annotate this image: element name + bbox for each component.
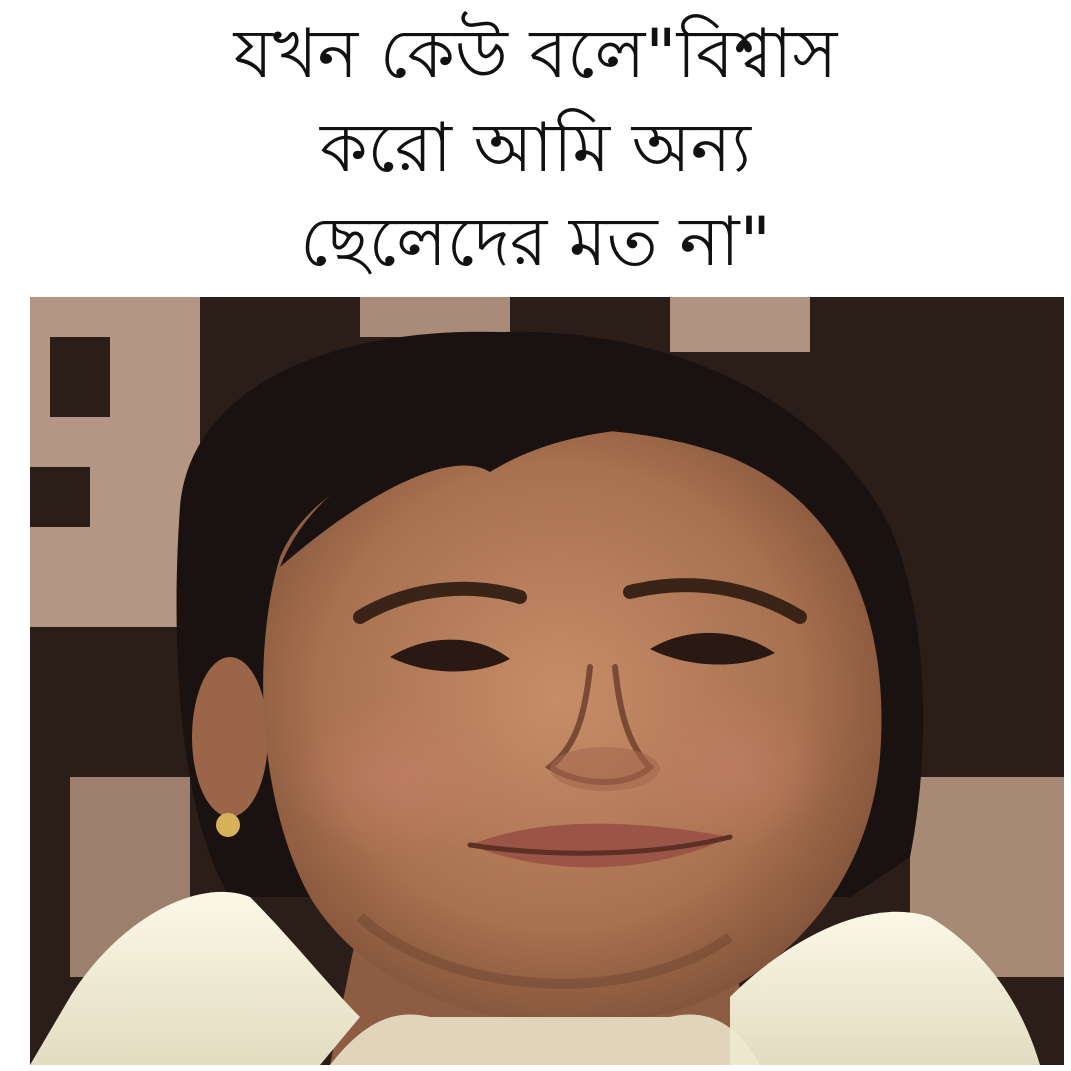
cheek-right (630, 687, 830, 847)
caption-line-2: করো আমি অন্য (320, 109, 751, 188)
background-panel-top (360, 297, 510, 337)
caption-line-1: যখন কেউ বলে"বিশ্বাস (233, 15, 838, 94)
earring-icon (216, 813, 240, 837)
meme-photo (30, 297, 1064, 1065)
caption-line-3: ছেলেদের মত না" (300, 203, 771, 282)
ear (192, 657, 268, 817)
cheek-left (290, 697, 510, 857)
portrait-illustration (30, 297, 1064, 1065)
meme-caption (0, 0, 1071, 300)
